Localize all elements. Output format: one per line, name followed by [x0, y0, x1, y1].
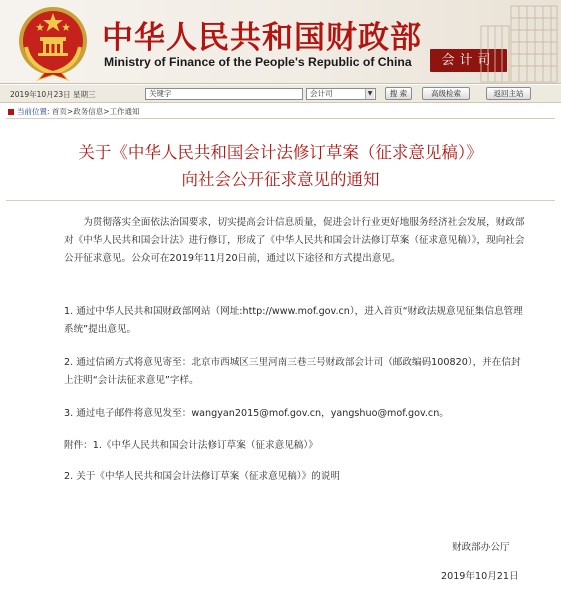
notice-title-line1: 关于《中华人民共和国会计法修订草案（征求意见稿）》: [78, 143, 483, 162]
ministry-name-en: Ministry of Finance of the People's Republic of China: [104, 55, 412, 69]
notice-date: 2019年10月21日: [441, 571, 519, 582]
breadcrumb-path[interactable]: 首页>政务信息>工作通知: [51, 107, 140, 116]
search-scope-value: 会计司: [310, 89, 333, 98]
search-scope-select[interactable]: [306, 88, 376, 100]
chevron-down-icon: ▼: [365, 89, 374, 99]
notice-title-line2: 向社会公开征求意见的通知: [181, 170, 380, 189]
return-home-button[interactable]: 返回主站: [486, 87, 531, 100]
divider: [6, 200, 555, 201]
notice-item-2: 2. 通过信函方式将意见寄至：北京市西城区三里河南三巷三号财政部会计司（邮政编码100820），并在信封上注明“会计法征求意见”字样。: [64, 357, 521, 386]
notice-item-3: 3. 通过电子邮件将意见发至：wangyan2015@mof.gov.cn，yangshuo@mof.gov.cn。: [64, 408, 449, 419]
site-header: [0, 0, 561, 84]
breadcrumb-label: 当前位置:: [17, 107, 50, 116]
signature: 财政部办公厅: [452, 542, 510, 553]
attachment-2[interactable]: 2. 关于《中华人民共和国会计法修订草案（征求意见稿）》的说明: [64, 471, 341, 482]
notice-intro: 为贯彻落实全面依法治国要求，切实提高会计信息质量，促进会计行业更好地服务经济社会发展，财政部对《中华人民共和国会计法》进行修订，形成了《中华人民共和国会计法修订草案（征求意见稿）》，现向社会公开征求意见。公众可在2019年11月20日前，通过以下途径和方式提出意见。: [64, 217, 525, 264]
notice-item-1: 1. 通过中华人民共和国财政部网站（网址:http://www.mof.gov.cn），进入首页“财政法规意见征集信息管理系统”提出意见。: [64, 306, 523, 335]
department-tag: 会计司: [430, 49, 507, 72]
divider: [6, 118, 555, 119]
search-input[interactable]: 关键字: [145, 88, 303, 100]
national-emblem-icon: [16, 3, 90, 81]
search-button[interactable]: 搜 索: [385, 87, 412, 100]
current-date: 2019年10月23日 星期三: [10, 90, 96, 99]
ministry-name-cn: 中华人民共和国财政部: [102, 20, 422, 56]
breadcrumb: [8, 106, 140, 117]
breadcrumb-marker-icon: [8, 109, 14, 115]
search-bar: [0, 85, 561, 103]
advanced-search-button[interactable]: 高级检索: [422, 87, 470, 100]
attachment-1[interactable]: 附件：1.《中华人民共和国会计法修订草案（征求意见稿）》: [64, 440, 318, 451]
building-graphic-icon: [441, 0, 561, 84]
